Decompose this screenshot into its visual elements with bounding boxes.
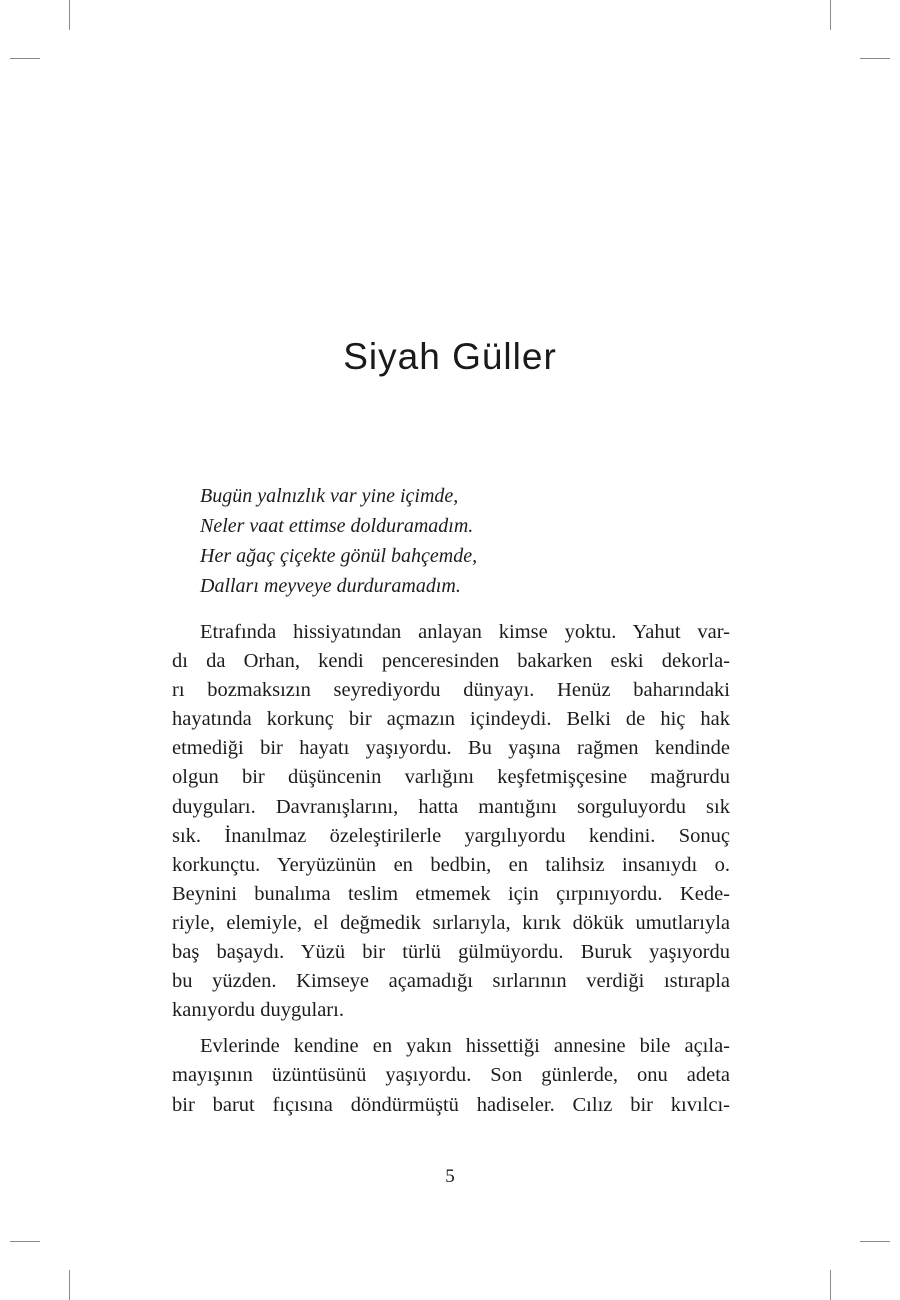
- crop-mark-bottom-left: [69, 1270, 70, 1300]
- text-line: hayatında korkunç bir açmazın içindeydi. Belki de hiç hak: [172, 708, 730, 731]
- page-number: 5: [445, 1166, 455, 1187]
- poem-line: Neler vaat ettimse dolduramadım.: [200, 515, 474, 537]
- text-line: mayışının üzüntüsünü yaşıyordu. Son günlerde, onu adeta: [172, 1064, 730, 1087]
- crop-mark-left-top: [10, 58, 40, 59]
- text-line: bir barut fıçısına döndürmüştü hadiseler. Cılız bir kıvılcı-: [172, 1093, 730, 1116]
- poem-line: Her ağaç çiçekte gönül bahçemde,: [200, 545, 478, 567]
- crop-mark-left-bottom: [10, 1241, 40, 1242]
- crop-mark-top-right: [830, 0, 831, 30]
- text-line: olgun bir düşüncenin varlığını keşfetmişçesine mağrurdu: [172, 766, 730, 789]
- crop-mark-bottom-right: [830, 1270, 831, 1300]
- text-line: dı da Orhan, kendi penceresinden bakarken eski dekorla-: [172, 650, 730, 673]
- text-line: duyguları. Davranışlarını, hatta mantığını sorguluyordu sık: [172, 795, 730, 818]
- text-line: korkunçtu. Yeryüzünün en bedbin, en talihsiz insanıydı o.: [172, 853, 730, 876]
- text-line: baş başaydı. Yüzü bir türlü gülmüyordu. Buruk yaşıyordu: [172, 941, 730, 964]
- crop-mark-right-top: [860, 58, 890, 59]
- poem-line: Dalları meyveye durduramadım.: [200, 575, 461, 597]
- text-line: Evlerinde kendine en yakın hissettiği annesine bile açıla-: [200, 1035, 730, 1058]
- crop-mark-top-left: [69, 0, 70, 30]
- text-line: bu yüzden. Kimseye açamadığı sırlarının verdiği ıstırapla: [172, 970, 730, 993]
- text-line: etmediği bir hayatı yaşıyordu. Bu yaşına rağmen kendinde: [172, 737, 730, 760]
- text-line: rı bozmaksızın seyrediyordu dünyayı. Henüz baharındaki: [172, 679, 730, 702]
- paragraph-1: [172, 618, 730, 1025]
- text-line: Beynini bunalıma teslim etmemek için çırpınıyordu. Kede-: [172, 882, 730, 905]
- poem-line: Bugün yalnızlık var yine içimde,: [200, 485, 459, 507]
- crop-mark-right-bottom: [860, 1241, 890, 1242]
- text-line: sık. İnanılmaz özeleştirilerle yargılıyordu kendini. Sonuç: [172, 824, 730, 847]
- epigraph-poem: [200, 481, 760, 601]
- body-text: [172, 618, 730, 1127]
- text-line: kanıyordu duyguları.: [172, 999, 344, 1022]
- chapter-title: Siyah Güller: [343, 336, 557, 377]
- paragraph-2: [172, 1032, 730, 1119]
- text-line: Etrafında hissiyatından anlayan kimse yoktu. Yahut var-: [200, 621, 730, 643]
- text-line: riyle, elemiyle, el değmedik sırlarıyla, kırık dökük umutlarıyla: [172, 911, 730, 934]
